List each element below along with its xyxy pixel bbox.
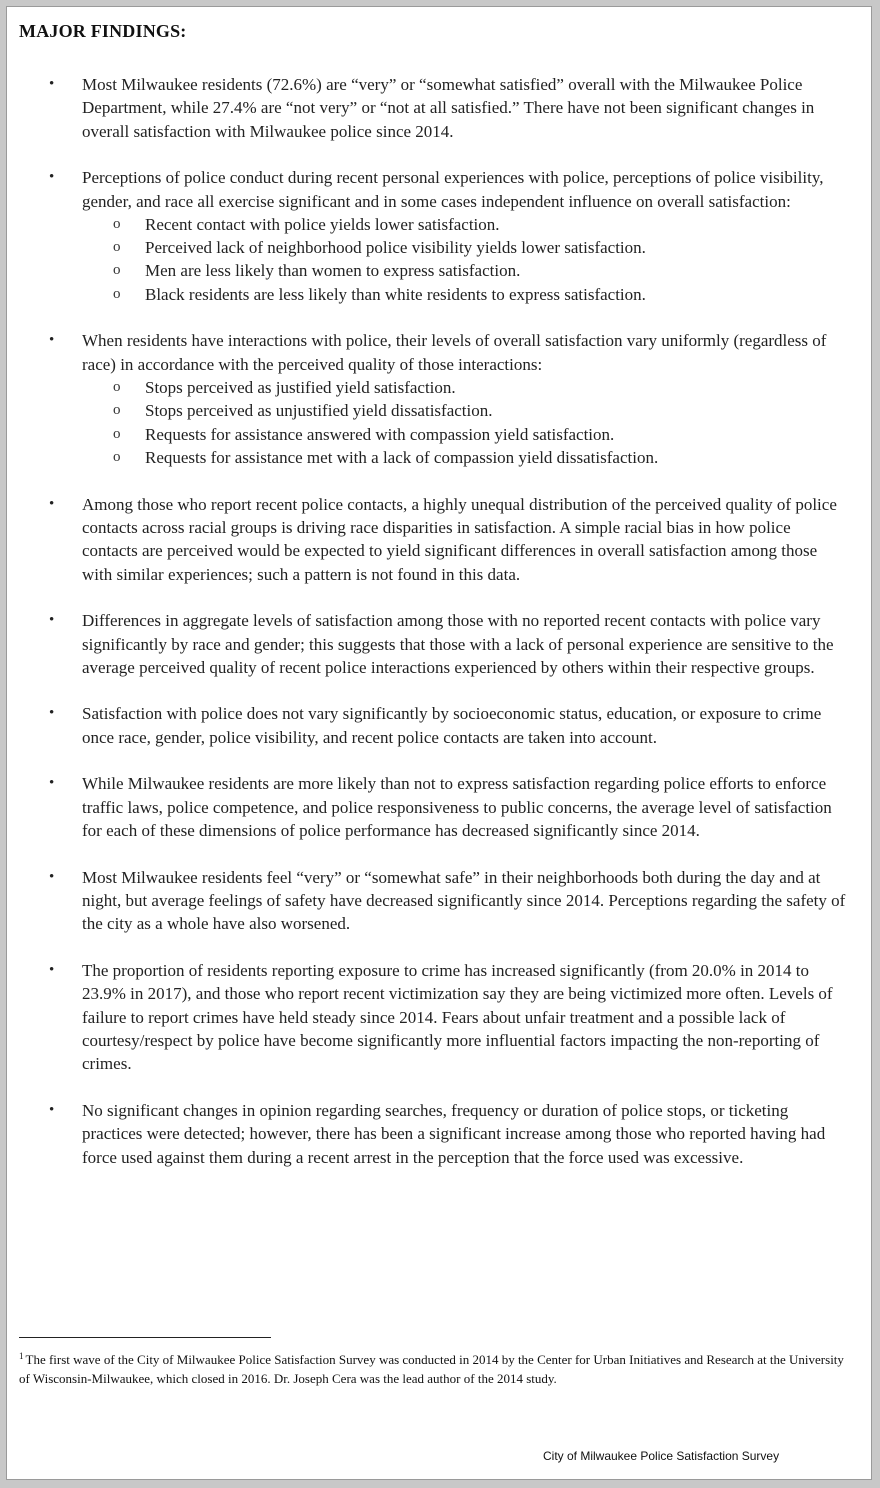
circle-bullet-icon: o (113, 285, 121, 302)
bullet-icon: • (49, 169, 55, 186)
sub-item-text: Perceived lack of neighborhood police visibility yields lower satisfaction. (145, 238, 646, 258)
bullet-icon: • (49, 495, 55, 512)
footnote-marker: 1 (19, 1351, 24, 1361)
finding-item (7, 609, 872, 679)
circle-bullet-icon: o (113, 262, 121, 279)
bullet-icon: • (49, 705, 55, 722)
bullet-icon: • (49, 1101, 55, 1118)
bullet-icon: • (49, 962, 55, 979)
findings-list (7, 73, 872, 1192)
sub-item-text: Men are less likely than women to express satisfaction. (145, 261, 521, 281)
finding-item (7, 866, 872, 936)
circle-bullet-icon: o (113, 402, 121, 419)
circle-bullet-icon: o (113, 215, 121, 232)
circle-bullet-icon: o (113, 239, 121, 256)
finding-text: The proportion of residents reporting exposure to crime has increased significantly (from 20.0% in 2014 to 23.9% in 2017), and those who report recent victimization say they are being victimized more often. Levels of failure to report crimes have held steady since 2014. Fears about unfair treatment and a possible lack of courtesy/respect by police have become significantly more influential factors impacting the non-reporting of crimes. (82, 961, 833, 1074)
finding-item (7, 702, 872, 749)
finding-text: While Milwaukee residents are more likely than not to express satisfaction regarding police efforts to enforce traffic laws, police competence, and police responsiveness to public concerns, the average level of satisfaction for each of these dimensions of police performance has decreased significantly since 2014. (82, 774, 832, 841)
sub-list (82, 213, 847, 306)
document-page (6, 6, 872, 1480)
finding-text: Most Milwaukee residents (72.6%) are “very” or “somewhat satisfied” overall with the Milwaukee Police Department, while 27.4% are “not very” or “not at all satisfied.” There have not been significant changes in overall satisfaction with Milwaukee police since 2014. (82, 75, 815, 141)
sub-item-text: Requests for assistance met with a lack of compassion yield dissatisfaction. (145, 447, 659, 467)
finding-item (7, 493, 872, 586)
finding-text: No significant changes in opinion regarding searches, frequency or duration of police stops, or ticketing practices were detected; however, there has been a significant increase among those who reported having had force used against them during a recent arrest in the perception that the force used was excessive. (82, 1100, 826, 1167)
finding-text: When residents have interactions with police, their levels of overall satisfaction vary uniformly (regardless of race) in accordance with the perceived quality of those interactions: (82, 331, 827, 374)
finding-text: Perceptions of police conduct during recent personal experiences with police, perceptions of police visibility, gender, and race all exercise significant and in some cases independent influence on overall satisfaction: (82, 168, 824, 211)
finding-text: Among those who report recent police contacts, a highly unequal distribution of the perceived quality of police contacts across racial groups is driving race disparities in satisfaction. A simple racial bias in how police contacts are perceived would be expected to yield significant differences in overall satisfaction among those with similar experiences; such a pattern is not found in this data. (82, 494, 837, 584)
bullet-icon: • (49, 868, 55, 885)
sub-list-item (82, 259, 847, 282)
sub-list-item (82, 213, 847, 236)
circle-bullet-icon: o (113, 379, 121, 396)
circle-bullet-icon: o (113, 425, 121, 442)
section-heading: MAJOR FINDINGS: (19, 21, 187, 41)
bullet-icon: • (49, 76, 55, 92)
sub-list-item (82, 423, 847, 446)
footnote-separator (19, 1337, 271, 1338)
finding-item (7, 73, 872, 143)
finding-item (7, 166, 872, 306)
bullet-icon: • (49, 332, 55, 349)
finding-item (7, 772, 872, 842)
footnote (19, 1347, 849, 1388)
finding-text: Satisfaction with police does not vary significantly by socioeconomic status, education, or exposure to crime once race, gender, police visibility, and recent police contacts are taken into account. (82, 704, 822, 747)
sub-item-text: Requests for assistance answered with compassion yield satisfaction. (145, 424, 615, 444)
sub-item-text: Recent contact with police yields lower satisfaction. (145, 214, 500, 234)
sub-list (82, 376, 847, 469)
finding-item (7, 329, 872, 469)
sub-list-item (82, 236, 847, 259)
sub-item-text: Stops perceived as unjustified yield dissatisfaction. (145, 401, 493, 421)
sub-item-text: Black residents are less likely than white residents to express satisfaction. (145, 284, 646, 304)
bullet-icon: • (49, 612, 55, 629)
finding-item (7, 959, 872, 1075)
finding-text: Differences in aggregate levels of satisfaction among those with no reported recent contacts with police vary significantly by race and gender; this suggests that those with a lack of personal experience are sensitive to the average perceived quality of recent police interactions experienced by others within their respective groups. (82, 611, 834, 677)
page-footer: City of Milwaukee Police Satisfaction Survey (543, 1449, 780, 1463)
sub-item-text: Stops perceived as justified yield satisfaction. (145, 378, 456, 398)
sub-list-item (82, 376, 847, 399)
circle-bullet-icon: o (113, 448, 121, 465)
footnote-text: The first wave of the City of Milwaukee Police Satisfaction Survey was conducted in 2014 by the Center for Urban Initiatives and Research at the University of Wisconsin-Milwaukee, which closed in 2016. Dr. Joseph Cera was the lead author of the 2014 study. (19, 1352, 844, 1386)
sub-list-item (82, 446, 847, 469)
sub-list-item (82, 283, 847, 306)
sub-list-item (82, 399, 847, 422)
finding-item (7, 1099, 872, 1169)
bullet-icon: • (49, 775, 55, 792)
finding-text: Most Milwaukee residents feel “very” or “somewhat safe” in their neighborhoods both during the day and at night, but average feelings of safety have decreased significantly since 2014. Perceptions regarding the safety of the city as a whole have also worsened. (82, 867, 846, 934)
